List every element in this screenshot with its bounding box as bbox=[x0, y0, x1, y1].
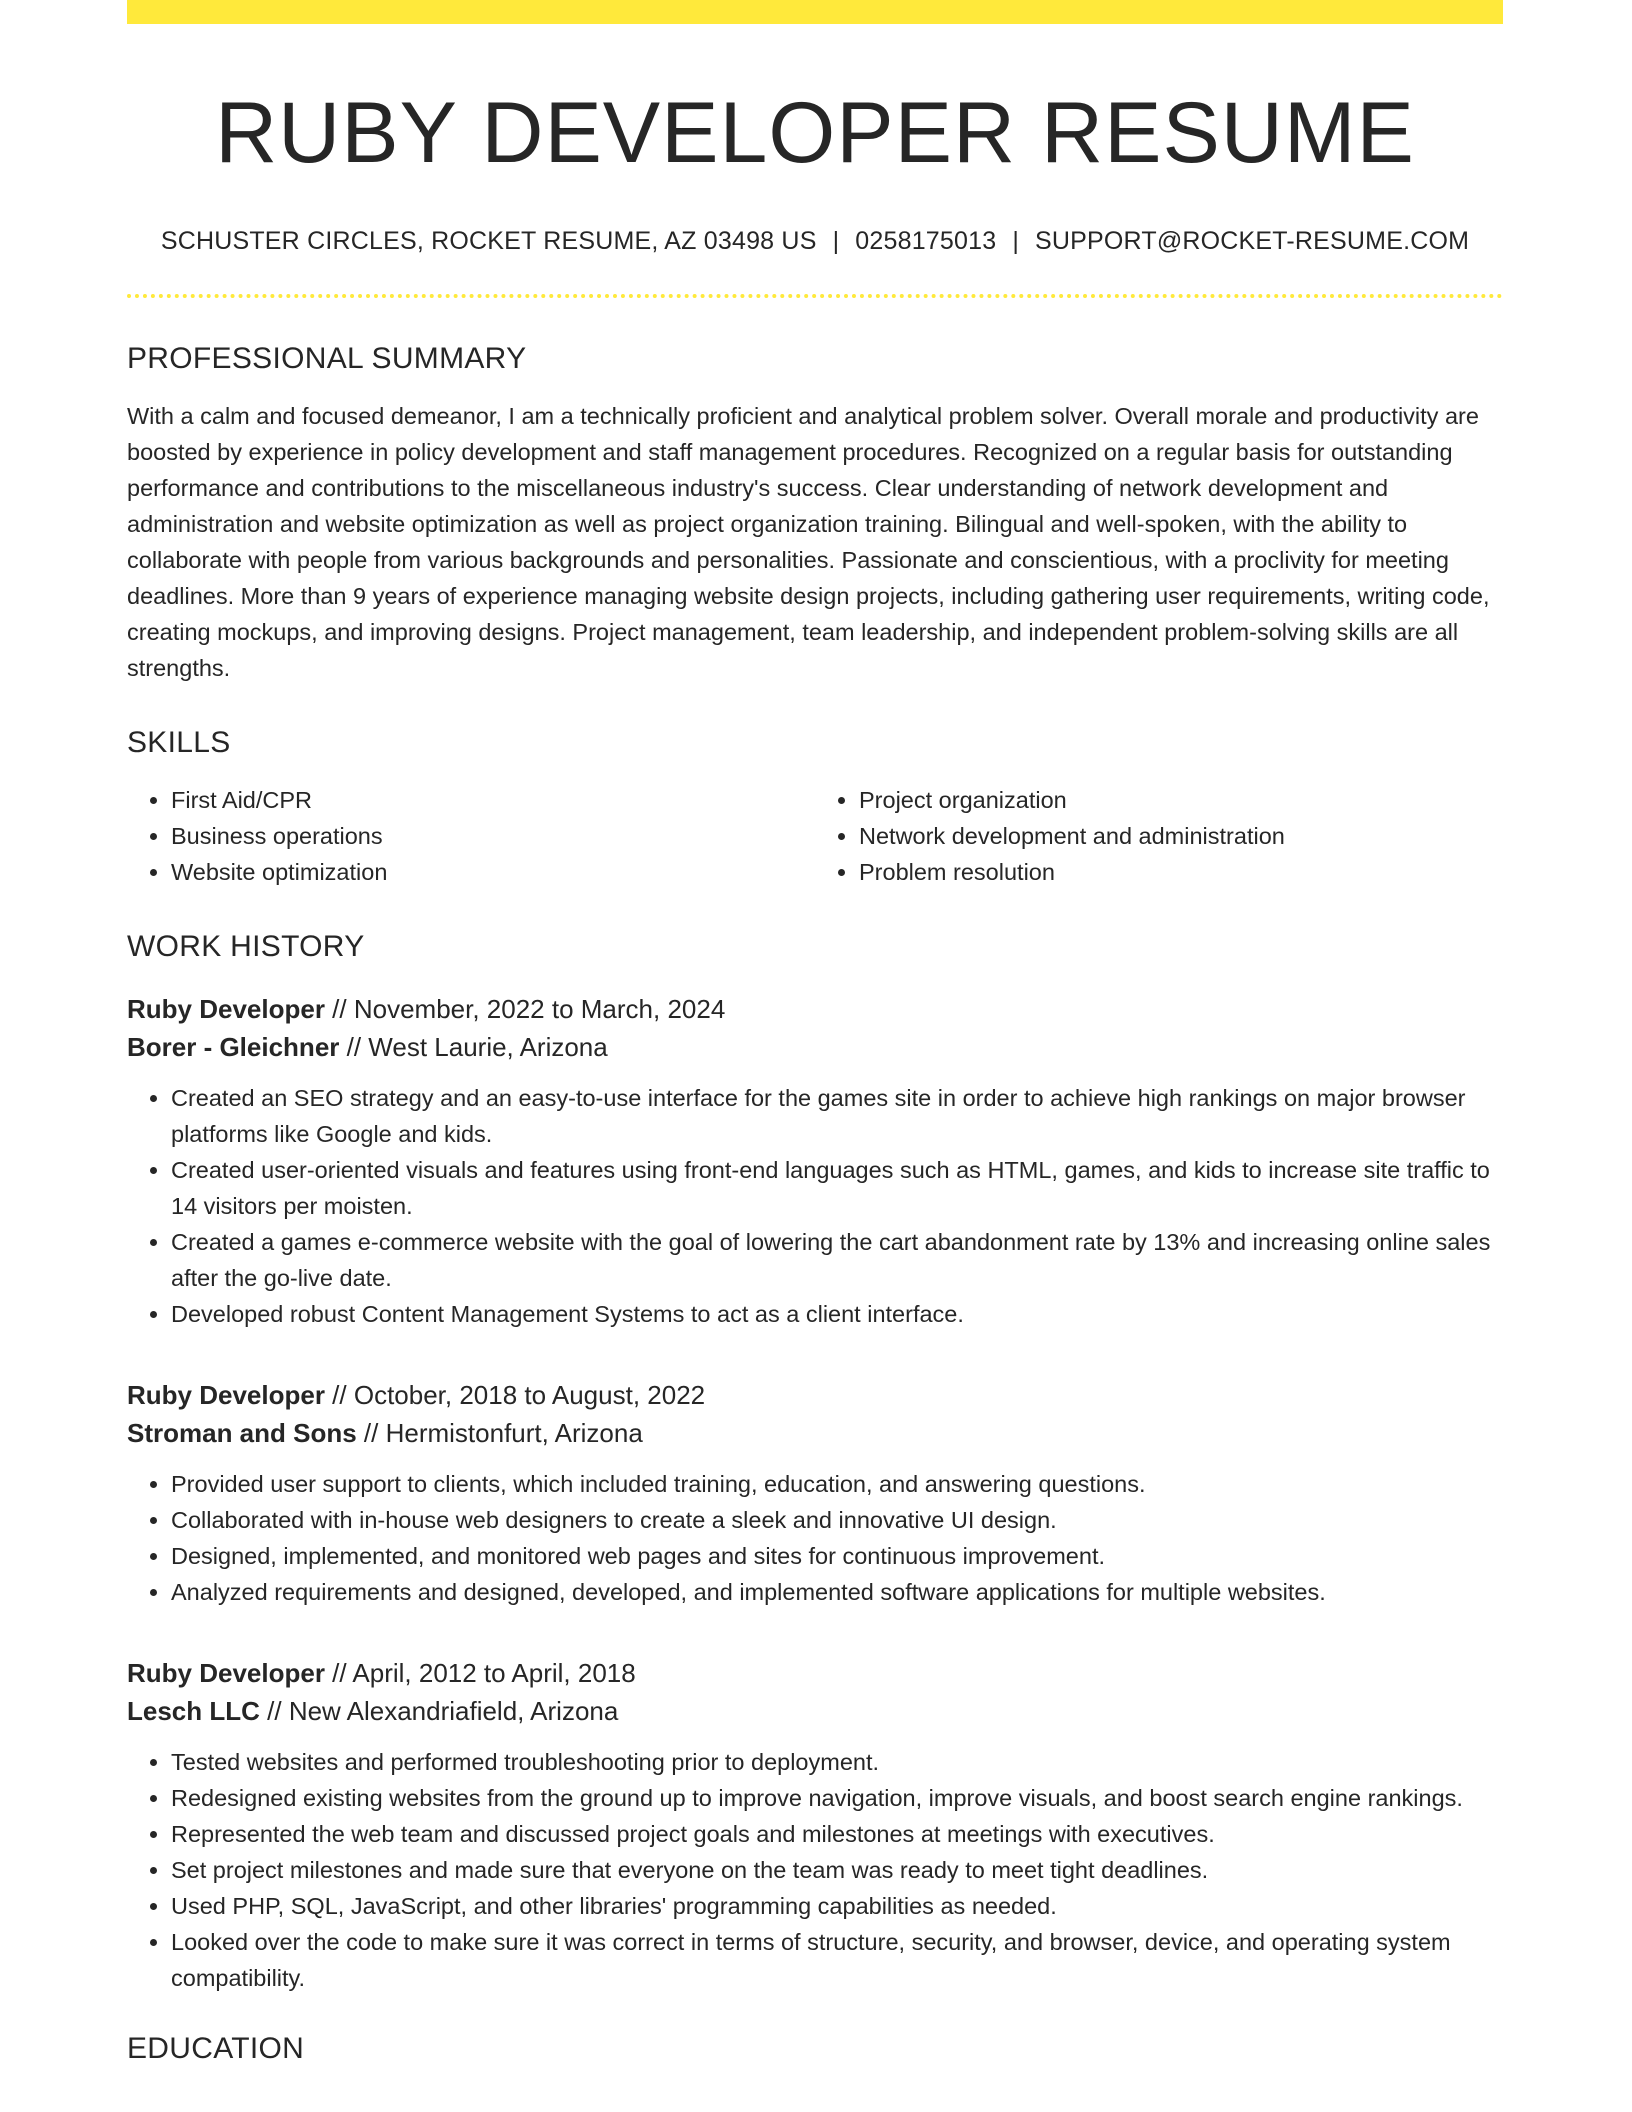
job-bullet: • Provided user support to clients, which included training, education, and answering questions. bbox=[171, 1466, 1503, 1502]
contact-phone: 0258175013 bbox=[855, 227, 997, 256]
top-accent-bar bbox=[127, 0, 1503, 24]
contact-address: SCHUSTER CIRCLES, ROCKET RESUME, AZ 03498 US bbox=[160, 227, 817, 256]
job-dates: // October, 2018 to August, 2022 bbox=[324, 1380, 706, 1411]
contact-separator: | bbox=[832, 227, 840, 256]
job-company-line bbox=[127, 1028, 1503, 1066]
skill-item: • Business operations bbox=[171, 818, 815, 854]
job-title: Ruby Developer bbox=[127, 994, 325, 1025]
skill-item: • Website optimization bbox=[171, 854, 815, 890]
skills-heading: SKILLS bbox=[127, 726, 231, 760]
job-bullet: • Tested websites and performed troubleshooting prior to deployment. bbox=[171, 1744, 1503, 1780]
job-bullet: • Used PHP, SQL, JavaScript, and other libraries' programming capabilities as needed. bbox=[171, 1888, 1503, 1924]
skill-item: • Project organization bbox=[859, 782, 1503, 818]
job-title-line bbox=[127, 990, 1503, 1028]
job-bullet: • Created user-oriented visuals and features using front-end languages such as HTML, games, and kids to increase site traffic to 14 visitors per moisten. bbox=[171, 1152, 1503, 1224]
job-company-line bbox=[127, 1414, 1503, 1452]
job-title-line bbox=[127, 1376, 1503, 1414]
contact-line bbox=[127, 227, 1503, 256]
job-dates: // April, 2012 to April, 2018 bbox=[324, 1658, 636, 1689]
job-bullet: • Created a games e-commerce website with the goal of lowering the cart abandonment rate by 13% and increasing online sales after the go-live date. bbox=[171, 1224, 1503, 1296]
skill-item: • Problem resolution bbox=[859, 854, 1503, 890]
job-dates: // November, 2022 to March, 2024 bbox=[324, 994, 726, 1025]
job-bullet: • Redesigned existing websites from the ground up to improve navigation, improve visuals, and boost search engine rankings. bbox=[171, 1780, 1503, 1816]
page-title: RUBY DEVELOPER RESUME bbox=[215, 85, 1415, 181]
job-entry bbox=[127, 990, 1503, 1332]
job-company: Lesch LLC bbox=[127, 1696, 260, 1727]
job-bullets bbox=[127, 1744, 1503, 1996]
education-heading: EDUCATION bbox=[127, 2032, 305, 2066]
job-company: Stroman and Sons bbox=[127, 1418, 357, 1449]
job-bullet: • Created an SEO strategy and an easy-to-use interface for the games site in order to achieve high rankings on major browser platforms like Google and kids. bbox=[171, 1080, 1503, 1152]
summary-text: With a calm and focused demeanor, I am a technically proficient and analytical problem solver. Overall morale and productivity are boosted by experience in policy development and staff management procedures. Recognized on a regular basis for outstanding performance and contributions to the miscellaneous industry's success. Clear understanding of network development and administration and website optimization as well as project organization training. Bilingual and well-spoken, with the ability to collaborate with people from various backgrounds and personalities. Passionate and conscientious, with a proclivity for meeting deadlines. More than 9 years of experience managing website design projects, including gathering user requirements, writing code, creating mockups, and improving designs. Project management, team leadership, and independent problem-solving skills are all strengths. bbox=[127, 403, 1490, 682]
job-company-line bbox=[127, 1692, 1503, 1730]
skills-list bbox=[127, 782, 1503, 890]
job-bullet: • Designed, implemented, and monitored web pages and sites for continuous improvement. bbox=[171, 1538, 1503, 1574]
dotted-divider bbox=[127, 294, 1503, 298]
job-entry bbox=[127, 1376, 1503, 1610]
job-title: Ruby Developer bbox=[127, 1658, 325, 1689]
job-bullet: • Looked over the code to make sure it was correct in terms of structure, security, and browser, device, and operating system compatibility. bbox=[171, 1924, 1503, 1996]
job-location: // West Laurie, Arizona bbox=[339, 1032, 608, 1063]
summary-heading: PROFESSIONAL SUMMARY bbox=[127, 342, 527, 376]
job-title-line bbox=[127, 1654, 1503, 1692]
job-bullet: • Represented the web team and discussed project goals and milestones at meetings with executives. bbox=[171, 1816, 1503, 1852]
skill-item: • Network development and administration bbox=[859, 818, 1503, 854]
job-bullet: • Set project milestones and made sure that everyone on the team was ready to meet tight deadlines. bbox=[171, 1852, 1503, 1888]
job-bullets bbox=[127, 1080, 1503, 1332]
job-bullet: • Collaborated with in-house web designers to create a sleek and innovative UI design. bbox=[171, 1502, 1503, 1538]
skills-column-right bbox=[815, 782, 1503, 890]
job-title: Ruby Developer bbox=[127, 1380, 325, 1411]
skill-item: • First Aid/CPR bbox=[171, 782, 815, 818]
job-location: // Hermistonfurt, Arizona bbox=[356, 1418, 643, 1449]
job-bullet: • Developed robust Content Management Systems to act as a client interface. bbox=[171, 1296, 1503, 1332]
work-history-heading: WORK HISTORY bbox=[127, 930, 365, 964]
job-bullets bbox=[127, 1466, 1503, 1610]
job-location: // New Alexandriafield, Arizona bbox=[259, 1696, 619, 1727]
contact-email: SUPPORT@ROCKET-RESUME.COM bbox=[1035, 227, 1470, 256]
job-entry bbox=[127, 1654, 1503, 1996]
contact-separator: | bbox=[1012, 227, 1020, 256]
job-bullet: • Analyzed requirements and designed, developed, and implemented software applications for multiple websites. bbox=[171, 1574, 1503, 1610]
skills-column-left bbox=[127, 782, 815, 890]
job-company: Borer - Gleichner bbox=[127, 1032, 340, 1063]
resume-page bbox=[127, 0, 1503, 2066]
